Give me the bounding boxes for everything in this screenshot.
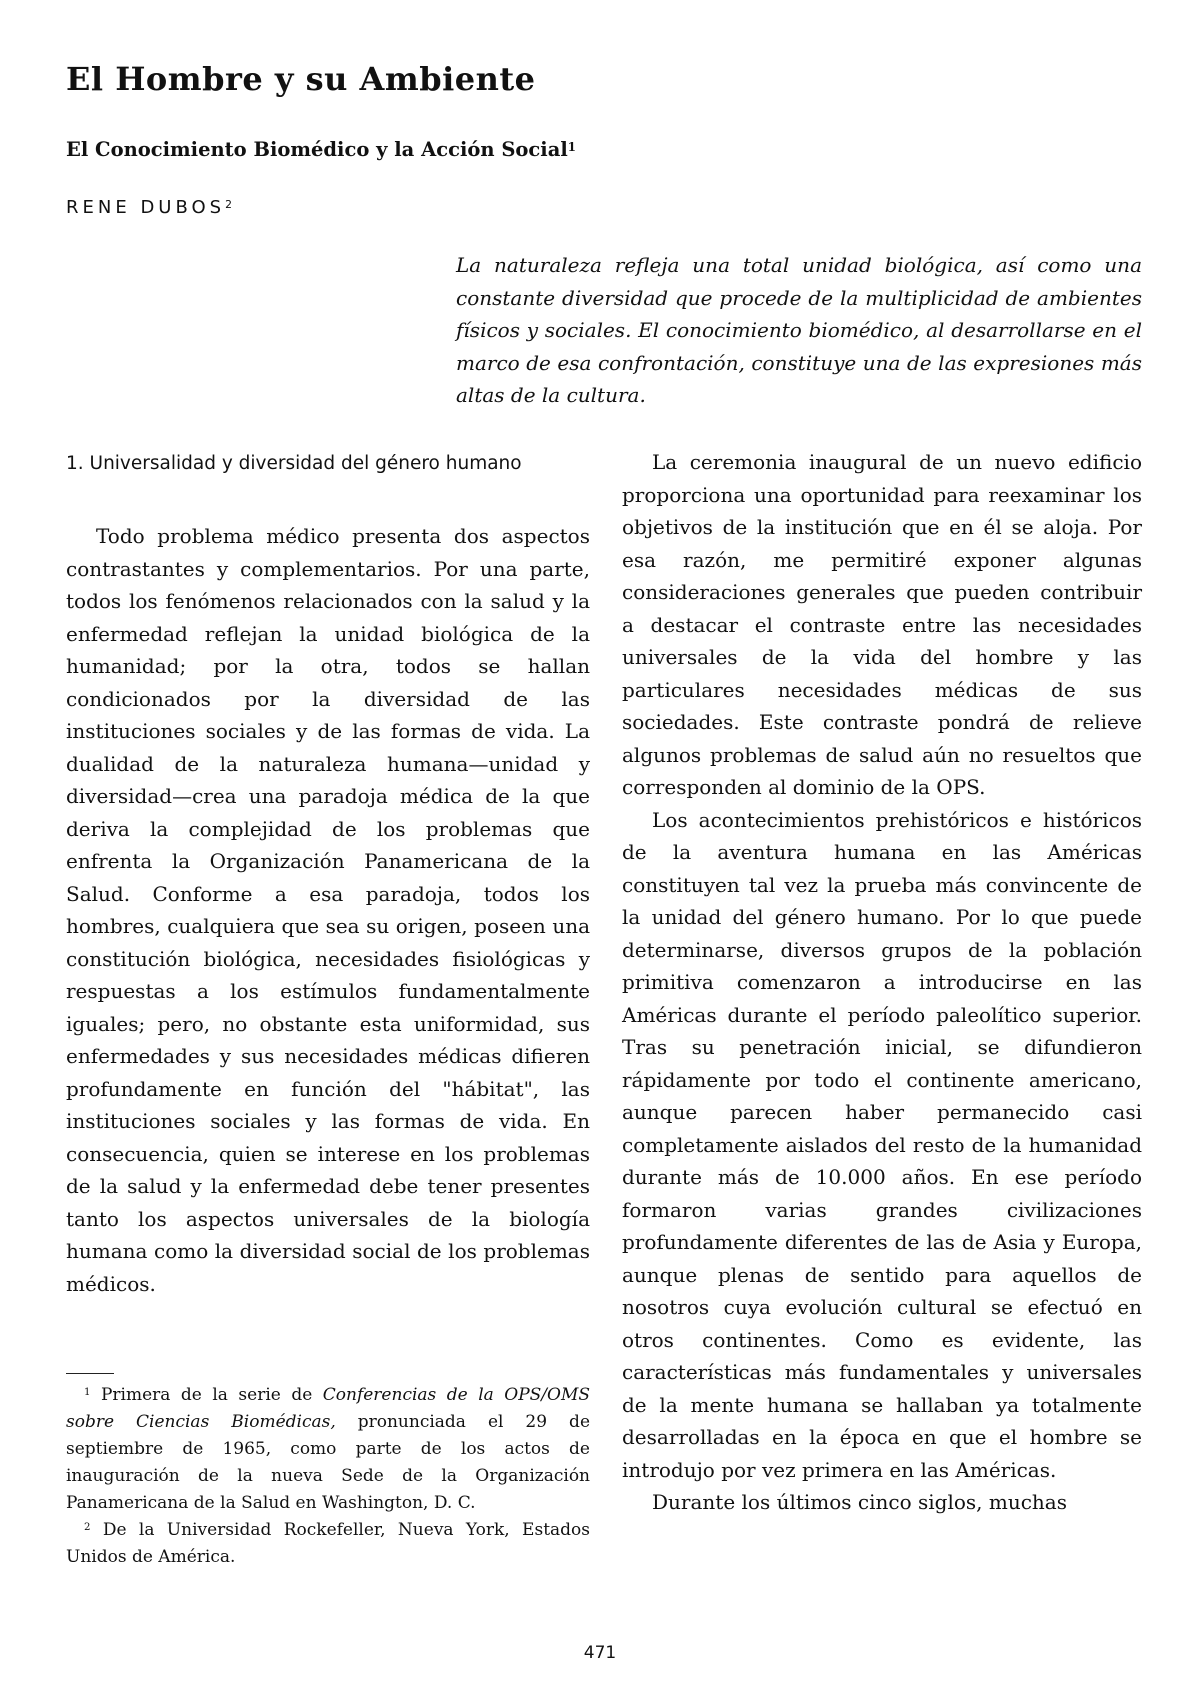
- footnote-text: Primera de la serie de: [100, 1385, 323, 1405]
- footnote-italic-text: Conferencias de la OPS/OMS sobre Ciencias Biomédicas,: [66, 1385, 590, 1432]
- right-column: [622, 446, 1142, 1519]
- author-footnote-ref: 2: [225, 198, 236, 212]
- abstract: La naturaleza refleja una total unidad biológica, así como una constante diversidad que procede de la multiplicidad de ambientes físicos y sociales. El conocimiento biomédico, al desarrollarse en el marco de esa confrontación, constituye una de las expresiones más altas de la cultura.: [456, 253, 1142, 407]
- section-heading: 1. Universalidad y diversidad del género humano: [66, 453, 522, 474]
- article-title: El Hombre y su Ambiente: [66, 60, 536, 98]
- footnote-divider: [66, 1373, 114, 1374]
- article-subtitle: [66, 138, 576, 161]
- page-number: 471: [583, 1643, 617, 1663]
- subtitle-text: El Conocimiento Biomédico y la Acción Social: [66, 138, 568, 161]
- footnote: [66, 1382, 590, 1517]
- body-paragraph: La ceremonia inaugural de un nuevo edificio proporciona una oportunidad para reexaminar los objetivos de la institución que en él se aloja. Por esa razón, me permitiré exponer algunas consideraciones generales que pueden contribuir a destacar el contraste entre las necesidades universales de la vida del hombre y las particulares necesidades médicas de sus sociedades. Este contraste pondrá de relieve algunos problemas de salud aún no resueltos que corresponden al dominio de la OPS.: [622, 450, 1142, 799]
- footnote-text: De la Universidad Rockefeller, Nueva York, Estados Unidos de América.: [66, 1520, 591, 1567]
- footnote-marker: 2: [84, 1522, 91, 1534]
- left-column: [66, 448, 590, 1300]
- body-paragraph: Durante los últimos cinco siglos, muchas: [652, 1490, 1067, 1514]
- footnote: [66, 1517, 590, 1571]
- footnotes: [66, 1382, 590, 1571]
- author-name: [66, 197, 236, 218]
- footnote-marker: 1: [84, 1387, 91, 1399]
- footnote-text-rest: pronunciada el 29 de septiembre de 1965, como parte de los actos de inauguración de la nueva Sede de la Organización Panamericana de la Salud en Washington, D. C.: [66, 1412, 591, 1513]
- body-paragraph: Todo problema médico presenta dos aspectos contrastantes y complementarios. Por una parte, todos los fenómenos relacionados con la salud y la enfermedad reflejan la unidad biológica de la humanidad; por la otra, todos se hallan condicionados por la diversidad de las instituciones sociales y de las formas de vida. La dualidad de la naturaleza humana—unidad y diversidad—crea una paradoja médica de la que deriva la complejidad de los problemas que enfrenta la Organización Panamericana de la Salud. Conforme a esa paradoja, todos los hombres, cualquiera que sea su origen, poseen una constitución biológica, necesidades fisiológicas y respuestas a los estímulos fundamentalmente iguales; pero, no obstante esta uniformidad, sus enfermedades y sus necesidades médicas difieren profundamente en función del "hábitat", las instituciones sociales y las formas de vida. En consecuencia, quien se interese en los problemas de la salud y la enfermedad debe tener presentes tanto los aspectos universales de la biología humana como la diversidad social de los problemas médicos.: [66, 524, 590, 1296]
- body-paragraph: Los acontecimientos prehistóricos e históricos de la aventura humana en las Américas constituyen tal vez la prueba más convincente de la unidad del género humano. Por lo que puede determinarse, diversos grupos de la población primitiva comenzaron a introducirse en las Américas durante el período paleolítico superior. Tras su penetración inicial, se difundieron rápidamente por todo el continente americano, aunque parecen haber permanecido casi completamente aislados del resto de la humanidad durante más de 10.000 años. En ese período formaron varias grandes civilizaciones profundamente diferentes de las de Asia y Europa, aunque plenas de sentido para aquellos de nosotros cuya evolución cultural se efectuó en otros continentes. Como es evidente, las características más fundamentales y universales de la mente humana se hallaban ya totalmente desarrolladas en la época en que el hombre se introdujo por vez primera en las Américas.: [622, 807, 1142, 1482]
- author-text: RENE DUBOS: [66, 197, 226, 218]
- subtitle-footnote-ref: 1: [567, 139, 576, 154]
